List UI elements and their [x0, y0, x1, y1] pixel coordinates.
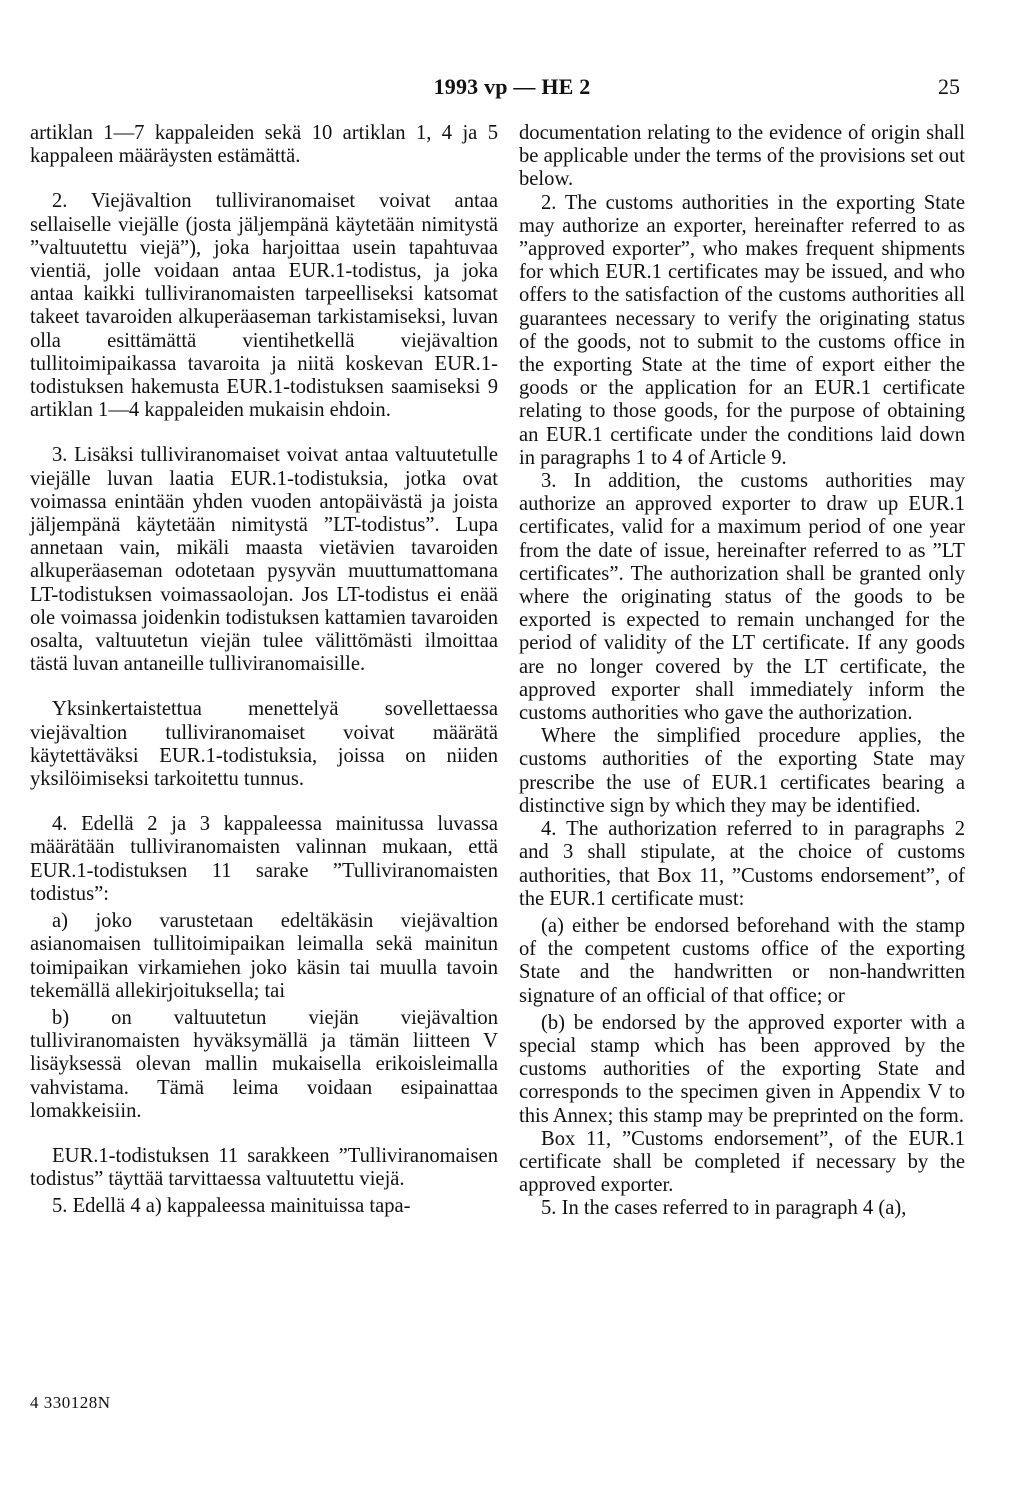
paragraph: 5. Edellä 4 a) kappaleessa mainituissa tapa-: [52, 1195, 411, 1218]
paragraph: 2. Viejävaltion tulliviranomaiset voivat antaa sellaiselle viejälle (josta jäljempänä käytetään nimitystä ”valtuutettu viejä”), joka harjoittaa usein tapahtuvaa vientiä, jolle voidaan antaa EUR.1-todistus, ja joka antaa kaikki tulliviranomaisten tarpeelliseksi katsomat takeet tavaroiden alkuperäaseman tarkistamiseksi, luvan olla esittämättä vientihetkellä viejävaltion tullitoimipaikassa tavaroita ja niitä koskevan EUR.1-todistuksen hakemusta EUR.1-todistuksen saamiseksi 9 artiklan 1—4 kappaleiden mukaisin ehdoin.: [30, 190, 498, 422]
paragraph: (a) either be endorsed beforehand with the stamp of the competent customs office of the exporting State and the handwritten or non-handwritten signature of an official of that office; or: [519, 914, 965, 1007]
paragraph: 3. In addition, the customs authorities may authorize an approved exporter to draw up EUR.1 certificates, valid for a maximum period of one year from the date of issue, hereinafter referred to as ”LT certificates”. The authorization shall be granted only where the originating status of the goods to be exported is expected to remain unchanged for the period of validity of the LT certificate. If any goods are no longer covered by the LT certificate, the approved exporter shall immediately inform the customs authorities who gave the authorization.: [519, 470, 965, 725]
paragraph: 4. Edellä 2 ja 3 kappaleessa mainitussa luvassa määrätään tulliviranomaisten valinnan mukaan, että EUR.1-todistuksen 11 sarake ”Tulliviranomaisten todistus”:: [30, 813, 498, 905]
paragraph: b) on valtuutetun viejän viejävaltion tulliviranomaisten hyväksymällä ja tämän liitteen V lisäyksessä olevan mallin mukaisella erikoisleimalla vahvistama. Tämä leima voidaan esipainattaa lomakkeisiin.: [30, 1006, 498, 1122]
paragraph: 5. In the cases referred to in paragraph 4 (a),: [541, 1197, 907, 1220]
paragraph: documentation relating to the evidence of origin shall be applicable under the terms of the provisions set out below.: [519, 122, 965, 191]
paragraph: 2. The customs authorities in the exporting State may authorize an exporter, hereinafter referred to as ”approved exporter”, who makes frequent shipments for which EUR.1 certificates may be issued, and who offers to the satisfaction of the customs authorities all guarantees necessary to verify the originating status of the goods, not to submit to the customs office in the exporting State at the time of export either the goods or the application for an EUR.1 certificate relating to those goods, for the purpose of obtaining an EUR.1 certificate under the conditions laid down in paragraphs 1 to 4 of Article 9.: [519, 191, 965, 469]
paragraph: 3. Lisäksi tulliviranomaiset voivat antaa valtuutetulle viejälle luvan laatia EUR.1-todistuksia, jotka ovat voimassa enintään yhden vuoden antopäivästä ja joista jäljempänä käytetään nimitystä ”LT-todistus”. Lupa annetaan vain, mikäli maasta vietävien tavaroiden alkuperäaseman odotetaan pysyvän muuttumattomana LT-todistuksen voimassaolojan. Jos LT-todistus ei enää ole voimassa joidenkin todistuksen kattamien tavaroiden osalta, valtuutetun viejän tulee välittömästi ilmoittaa tästä luvan antaneille tulliviranomaisille.: [30, 444, 498, 676]
page-header-title: 1993 vp — HE 2: [433, 74, 591, 99]
paragraph: Yksinkertaistettua menettelyä sovellettaessa viejävaltion tulliviranomaiset voivat määrätä käytettäväksi EUR.1-todistuksia, joissa on niiden yksilöimiseksi tarkoitettu tunnus.: [30, 698, 498, 791]
paragraph: a) joko varustetaan edeltäkäsin viejävaltion asianomaisen tullitoimipaikan leimalla sekä mainitun toimipaikan virkamiehen joko käsin tai muulla tavoin tekemällä allekirjoituksella; tai: [30, 910, 498, 1002]
paragraph: 4. The authorization referred to in paragraphs 2 and 3 shall stipulate, at the choice of customs authorities, that Box 11, ”Customs endorsement”, of the EUR.1 certificate must:: [519, 818, 965, 910]
finnish-text-column: [30, 122, 498, 1219]
page-number: 25: [938, 74, 960, 99]
paragraph: EUR.1-todistuksen 11 sarakkeen ”Tulliviranomaisen todistus” täyttää tarvittaessa valtuutettu viejä.: [30, 1144, 498, 1191]
paragraph: Where the simplified procedure applies, the customs authorities of the exporting State may prescribe the use of EUR.1 certificates bearing a distinctive sign by which they may be identified.: [519, 725, 965, 817]
print-code: 4 330128N: [30, 1393, 111, 1412]
english-text-column: [519, 122, 965, 1221]
paragraph: artiklan 1—7 kappaleiden sekä 10 artiklan 1, 4 ja 5 kappaleen määräysten estämättä.: [30, 122, 498, 168]
paragraph: Box 11, ”Customs endorsement”, of the EUR.1 certificate shall be completed if necessary by the approved exporter.: [519, 1127, 965, 1197]
paragraph: (b) be endorsed by the approved exporter with a special stamp which has been approved by the customs authorities of the exporting State and corresponds to the specimen given in Appendix V to this Annex; this stamp may be preprinted on the form.: [519, 1011, 965, 1127]
